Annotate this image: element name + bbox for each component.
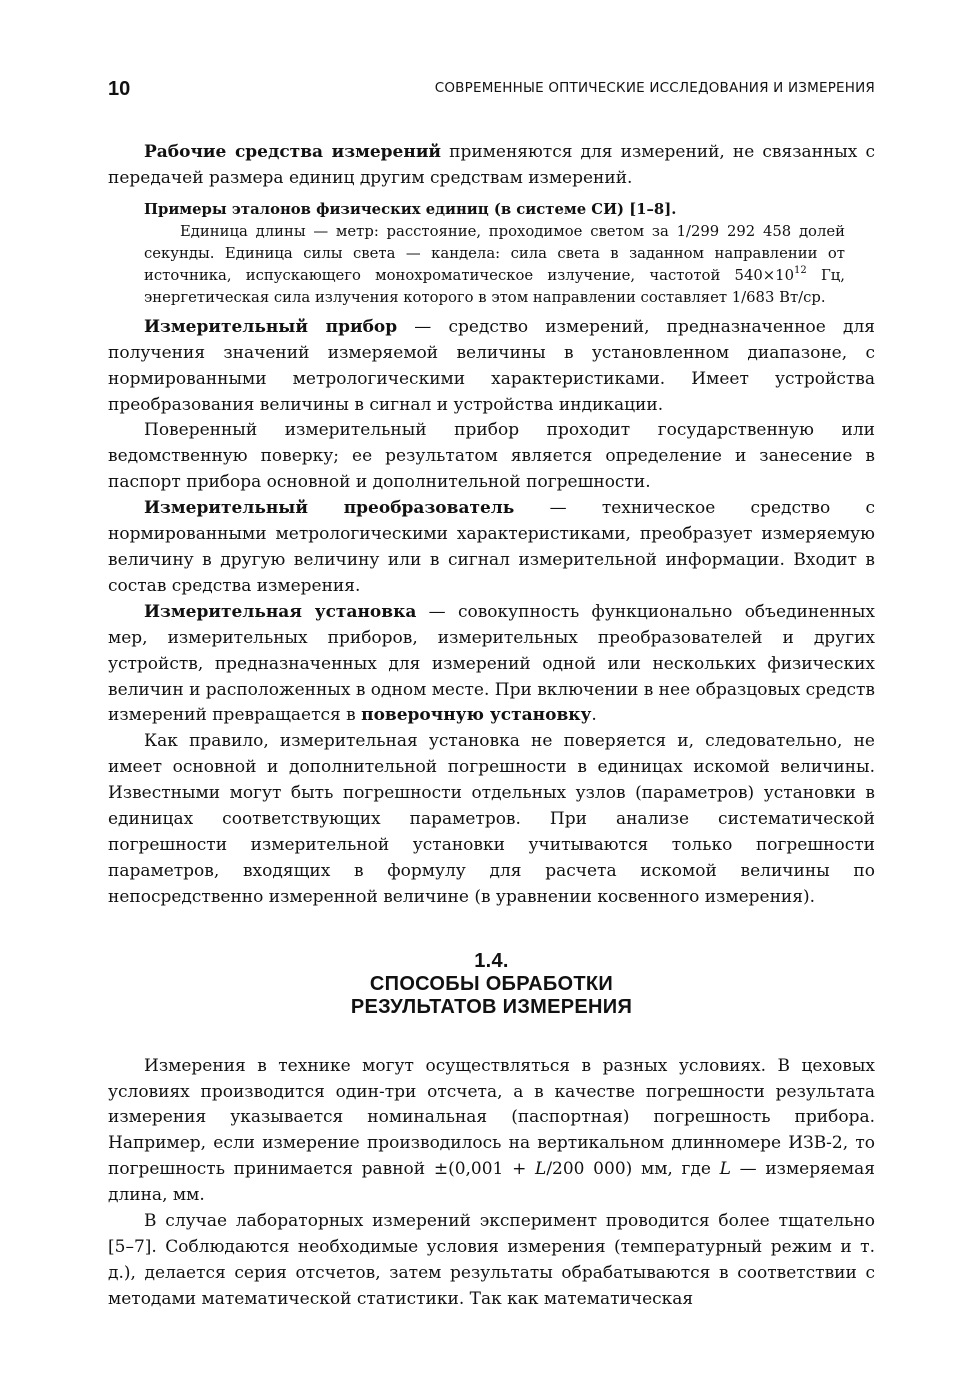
paragraph-measuring-transducer (108, 496, 875, 600)
term-measuring-setup: Измерительная установка (144, 601, 417, 622)
paragraph-text: — совокупность функционально объединенных мер, измерительных приборов, измерительных преобразователей и других устройств, предназначенных для измерений одной или нескольких физических величин и расположенных в одном месте. При включении в нее образцовых средств измерений превращается в (108, 601, 876, 726)
example-text-a: Единица длины — метр: расстояние, проходимое светом за 1/299 292 458 долей секунды. Единица силы света — кандела: сила света в заданном направлении от источника, испускающего монохроматическое излучение, частотой 540×10 (144, 222, 845, 284)
example-title: Примеры эталонов физических единиц (в системе СИ) [1–8]. (144, 200, 677, 218)
term-working-instruments: Рабочие средства измерений (144, 142, 442, 162)
paragraph-technical-measurements (108, 1054, 875, 1209)
section-heading (108, 950, 875, 1019)
paragraph-verified-device: Поверенный измерительный прибор проходит государственную или ведомственную поверку; ее результатом является определение и занесение в паспорт прибора основной и дополнительной погрешности. (108, 420, 875, 493)
example-block (144, 199, 845, 309)
exponent: 12 (794, 264, 807, 276)
section-title-line-2: РЕЗУЛЬТАТОВ ИЗМЕРЕНИЯ (350, 995, 633, 1018)
paragraph-text: применяются для измерений, не связанных с передачей размера единиц другим средствам измерений. (108, 142, 875, 188)
term-measuring-transducer: Измерительный преобразователь (144, 498, 515, 519)
page-body (108, 140, 875, 1313)
paragraph-text-b: /200 000) мм, где (546, 1159, 720, 1180)
paragraph-measuring-setup (108, 600, 875, 730)
variable-l-2: L (719, 1159, 731, 1180)
example-text-b: Гц, энергетическая сила излучения которого в этом направлении составляет 1/683 Вт/ср. (144, 266, 845, 306)
variable-l: L (535, 1159, 547, 1180)
page-number: 10 (108, 78, 131, 100)
term-measuring-device: Измерительный прибор (144, 316, 398, 337)
paragraph-text: — средство измерений, предназначенное для получения значений измеряемой величины в установленном диапазоне, с нормированными метрологическими характеристиками. Имеет устройства преобразования величины в сигнал и устройства индикации. (108, 316, 875, 415)
paragraph-working-instruments (108, 140, 875, 192)
page-header (108, 78, 875, 104)
paragraph-text: — техническое средство с нормированными метрологическими характеристиками, преобразует измеряемую величину в другую величину или в сигнал измерительной информации. Входит в состав средства измерения. (108, 498, 875, 596)
paragraph-text-c: — измеряемая длина, мм. (108, 1159, 875, 1206)
running-head: СОВРЕМЕННЫЕ ОПТИЧЕСКИЕ ИССЛЕДОВАНИЯ И ИЗМЕРЕНИЯ (434, 80, 875, 96)
term-verification-setup: поверочную установку (361, 705, 592, 726)
paragraph-measuring-device (108, 315, 875, 419)
paragraph-end: . (591, 705, 597, 726)
paragraph-text-a: Измерения в технике могут осуществляться в разных условиях. В цеховых условиях производится один-три отсчета, а в качестве погрешности результата измерения указывается номинальная (паспортная) погрешность прибора. Например, если измерение производилось на вертикальном длинномере ИЗВ-2, то погрешность принимается равной ±(0,001 + (108, 1055, 875, 1180)
paragraph-setup-errors: Как правило, измерительная установка не поверяется и, следовательно, не имеет основной и дополнительной погрешности в единицах искомой величины. Известными могут быть погрешности отдельных узлов (параметров) установки в единицах соответствующих параметров. При анализе систематической погрешности измерительной установки учитываются только погрешности параметров, входящих в формулу для расчета искомой величины по непосредственно измеренной величине (в уравнении косвенного измерения). (108, 731, 875, 907)
section-title-line-1: СПОСОБЫ ОБРАБОТКИ (369, 972, 614, 995)
paragraph-lab-measurements: В случае лабораторных измерений эксперимент проводится более тщательно [5–7]. Соблюдаются необходимые условия измерения (температурный режим и т. д.), делается серия отсчетов, затем результаты обрабатываются в соответствии с методами математической статистики. Так как математическая (108, 1211, 875, 1309)
example-text (144, 221, 845, 309)
section-number: 1.4. (474, 949, 509, 972)
